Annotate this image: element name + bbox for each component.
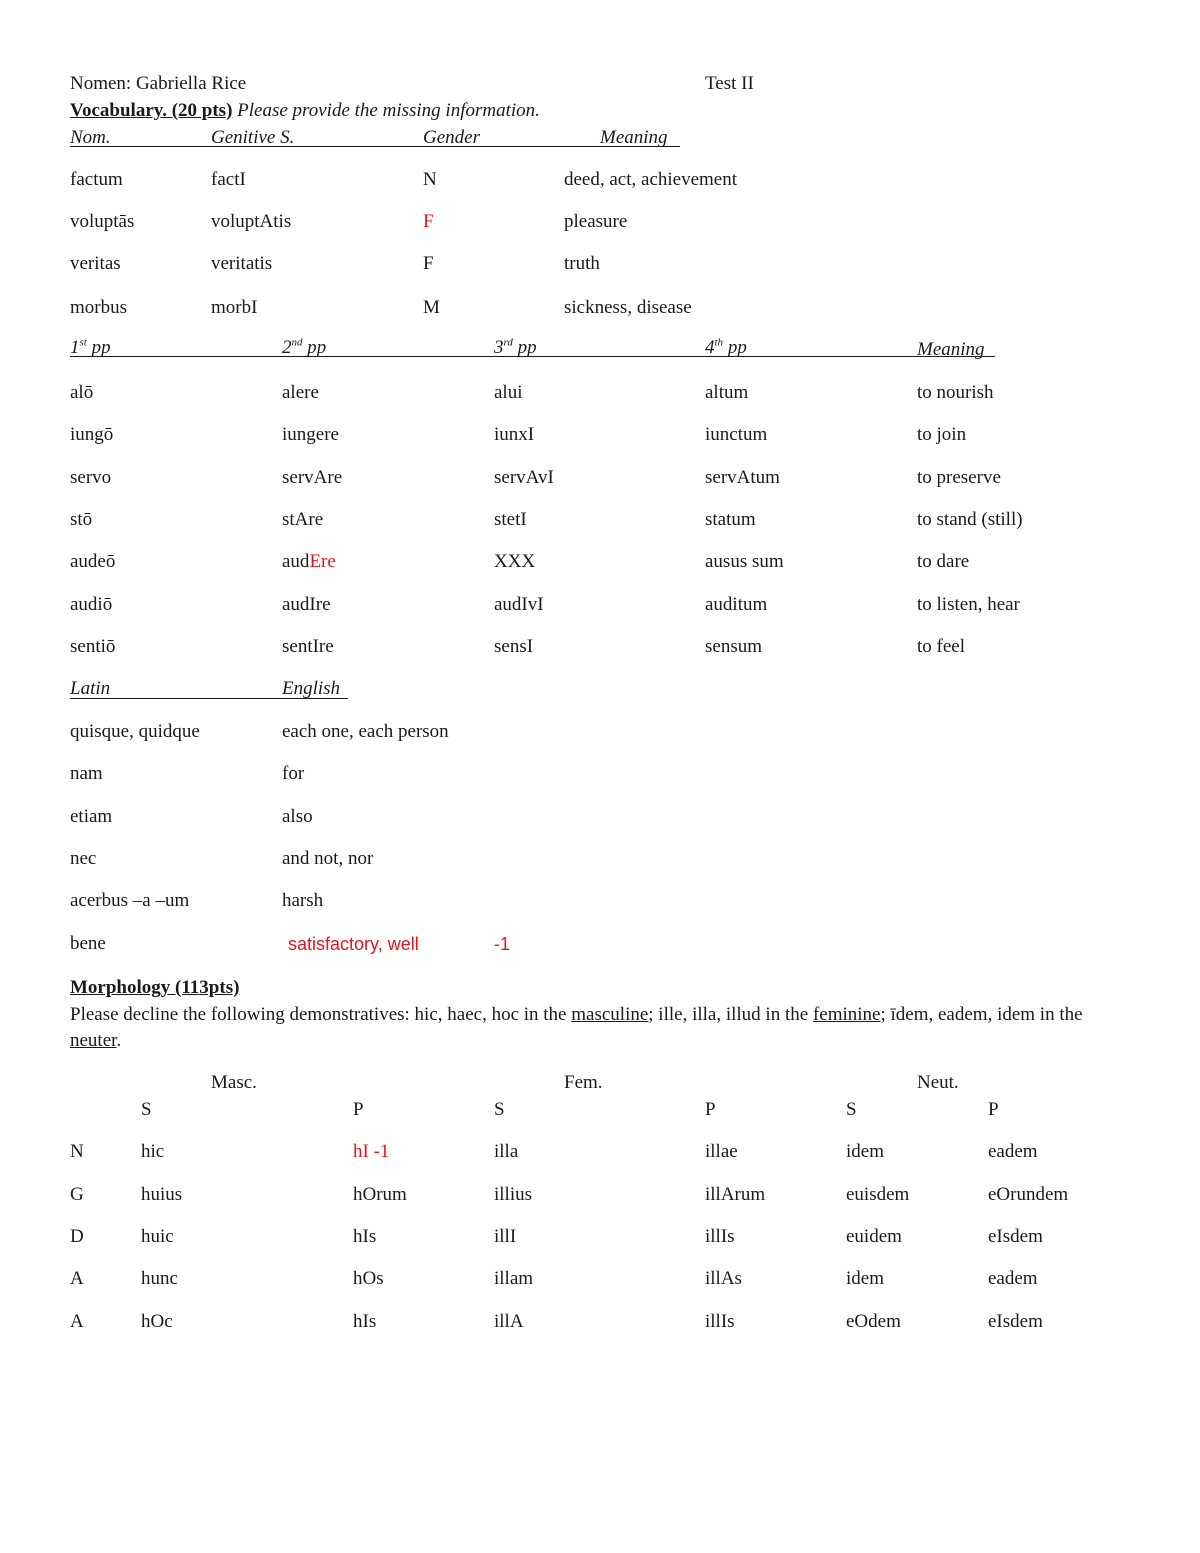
masc-plur: hOrum: [353, 1184, 407, 1205]
case-label: D: [70, 1226, 84, 1247]
verb-header-pp3: 3rd pp: [494, 336, 537, 358]
vocab-heading: [70, 99, 540, 123]
word-latin: acerbus –a –um: [70, 890, 190, 911]
gender-header-fem: Fem.: [564, 1072, 603, 1093]
verb-pp2: audIre: [282, 594, 331, 615]
gender-header-masc: Masc.: [211, 1072, 257, 1093]
noun-gen: voluptAtis: [211, 211, 292, 232]
verb-pp3: servAvI: [494, 467, 554, 488]
verb-header-pp2: 2nd pp: [282, 336, 327, 358]
word-english: harsh: [282, 890, 324, 911]
verb-pp2: stAre: [282, 509, 324, 530]
verb-pp2: iungere: [282, 424, 339, 445]
neut-plur: eIsdem: [988, 1226, 1043, 1247]
masc-plur: hOs: [353, 1268, 384, 1289]
case-label: A: [70, 1268, 84, 1289]
verb-meaning: to listen, hear: [917, 594, 1020, 615]
noun-gender: F: [423, 253, 434, 274]
noun-meaning: pleasure: [564, 211, 628, 232]
verb-pp2-correction: Ere: [309, 551, 336, 572]
neut-plur: eadem: [988, 1141, 1038, 1162]
masc-plur: hIs: [353, 1226, 377, 1247]
verb-pp1: audiō: [70, 594, 113, 615]
neut-sing: euisdem: [846, 1184, 910, 1205]
case-label: A: [70, 1311, 84, 1332]
word-latin: bene: [70, 933, 106, 954]
verb-pp4: auditum: [705, 594, 768, 615]
verb-header-pp4: 4th pp: [705, 336, 747, 358]
noun-gender: M: [423, 297, 440, 318]
word-header-english: English: [282, 678, 341, 699]
masc-plur-correction: hI -1: [353, 1141, 390, 1162]
fem-sing: illA: [494, 1311, 524, 1332]
test-title: Test II: [705, 73, 754, 94]
fem-sing: illius: [494, 1184, 533, 1205]
word-english: for: [282, 763, 305, 784]
noun-header-nom: Nom.: [70, 127, 111, 148]
noun-gen: morbI: [211, 297, 258, 318]
verb-meaning: to dare: [917, 551, 970, 572]
fem-plur: illae: [705, 1141, 738, 1162]
noun-nom: veritas: [70, 253, 121, 274]
word-english: and not, nor: [282, 848, 374, 869]
verb-pp1: sentiō: [70, 636, 116, 657]
deduction-mark: -1: [494, 934, 511, 954]
word-english: also: [282, 806, 313, 827]
student-name: Nomen: Gabriella Rice: [70, 73, 247, 94]
verb-pp3: alui: [494, 382, 523, 403]
masc-plur: hIs: [353, 1311, 377, 1332]
verb-pp3: audIvI: [494, 594, 544, 615]
verb-meaning: to join: [917, 424, 967, 445]
word-latin: nec: [70, 848, 97, 869]
fem-sing: illa: [494, 1141, 519, 1162]
verb-pp4: iunctum: [705, 424, 768, 445]
verb-pp2: audEre: [282, 551, 336, 572]
neut-sing: euidem: [846, 1226, 902, 1247]
neut-sing: eOdem: [846, 1311, 901, 1332]
verb-pp1: alō: [70, 382, 94, 403]
number-header: P: [353, 1099, 364, 1120]
masc-sing: hic: [141, 1141, 165, 1162]
neut-sing: idem: [846, 1268, 884, 1289]
noun-header-gender: Gender: [423, 127, 480, 148]
word-latin: quisque, quidque: [70, 721, 200, 742]
number-header: P: [988, 1099, 999, 1120]
verb-pp3: stetI: [494, 509, 527, 530]
noun-gen: veritatis: [211, 253, 273, 274]
word-header-latin: Latin: [70, 678, 111, 699]
fem-plur: illIs: [705, 1311, 735, 1332]
verb-pp2: alere: [282, 382, 319, 403]
noun-header-genitive: Genitive S.: [211, 127, 295, 148]
neut-sing: idem: [846, 1141, 884, 1162]
verb-pp1: servo: [70, 467, 112, 488]
verb-pp4: sensum: [705, 636, 762, 657]
masc-sing: huic: [141, 1226, 174, 1247]
verb-pp1: stō: [70, 509, 93, 530]
word-english-correction: satisfactory, well: [288, 934, 419, 954]
verb-pp3: sensI: [494, 636, 534, 657]
fem-plur: illArum: [705, 1184, 766, 1205]
word-latin: etiam: [70, 806, 113, 827]
verb-pp1: audeō: [70, 551, 116, 572]
morph-title: Morphology (113pts): [70, 977, 240, 998]
masc-sing: huius: [141, 1184, 183, 1205]
verb-pp2: sentIre: [282, 636, 334, 657]
verb-pp3: XXX: [494, 551, 536, 572]
noun-nom: morbus: [70, 297, 127, 318]
case-label: N: [70, 1141, 84, 1162]
masc-sing: hOc: [141, 1311, 173, 1332]
number-header: P: [705, 1099, 716, 1120]
noun-header-meaning: Meaning: [600, 127, 668, 148]
verb-meaning: to nourish: [917, 382, 994, 403]
noun-meaning: sickness, disease: [564, 297, 692, 318]
noun-nom: voluptās: [70, 211, 135, 232]
word-english: each one, each person: [282, 721, 449, 742]
number-header: S: [141, 1099, 152, 1120]
verb-header-pp1: 1st pp: [70, 336, 111, 358]
fem-plur: illAs: [705, 1268, 742, 1289]
case-label: G: [70, 1184, 84, 1205]
noun-gen: factI: [211, 169, 246, 190]
masc-sing: hunc: [141, 1268, 178, 1289]
verb-header-meaning: Meaning: [917, 339, 985, 360]
noun-gender-correction: F: [423, 211, 434, 232]
verb-meaning: to feel: [917, 636, 966, 657]
noun-header-rule: [70, 146, 680, 147]
vocab-instruction: Please provide the missing information.: [237, 100, 540, 121]
vocab-title: Vocabulary. (20 pts): [70, 100, 233, 121]
morph-instruction: Please decline the following demonstratives: hic, haec, hoc in the masculine; ille, illa, illud in the feminine; īdem, eadem, idem in the neuter.: [70, 1004, 1083, 1051]
neut-plur: eIsdem: [988, 1311, 1043, 1332]
fem-plur: illIs: [705, 1226, 735, 1247]
number-header: S: [494, 1099, 505, 1120]
fem-sing: illI: [494, 1226, 517, 1247]
word-latin: nam: [70, 763, 103, 784]
verb-meaning: to stand (still): [917, 509, 1023, 530]
fem-sing: illam: [494, 1268, 534, 1289]
gender-header-neut: Neut.: [917, 1072, 959, 1093]
verb-pp1: iungō: [70, 424, 114, 445]
verb-pp4: servAtum: [705, 467, 780, 488]
noun-gender: N: [423, 169, 437, 190]
verb-pp2: servAre: [282, 467, 343, 488]
verb-pp4: statum: [705, 509, 756, 530]
verb-pp4: altum: [705, 382, 749, 403]
verb-meaning: to preserve: [917, 467, 1001, 488]
verb-pp4: ausus sum: [705, 551, 784, 572]
noun-meaning: deed, act, achievement: [564, 169, 738, 190]
verb-pp3: iunxI: [494, 424, 535, 445]
neut-plur: eOrundem: [988, 1184, 1069, 1205]
number-header: S: [846, 1099, 857, 1120]
neut-plur: eadem: [988, 1268, 1038, 1289]
noun-nom: factum: [70, 169, 123, 190]
noun-meaning: truth: [564, 253, 600, 274]
